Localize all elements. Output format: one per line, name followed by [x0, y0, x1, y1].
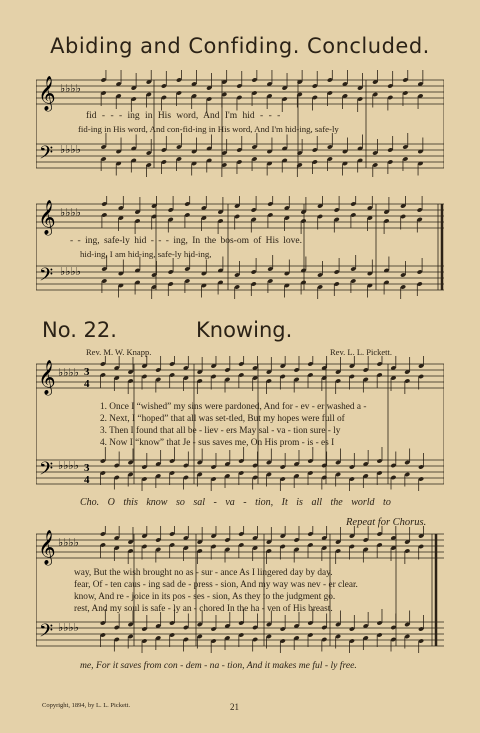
- svg-text:♭♭♭♭: ♭♭♭♭: [60, 207, 81, 219]
- verse-line: 2. Next, I “hoped” that all was set-tled, But my hopes were full of: [100, 414, 345, 424]
- svg-text:4: 4: [84, 378, 90, 390]
- svg-text:♭♭♭♭: ♭♭♭♭: [60, 266, 81, 278]
- svg-text:♭♭♭♭: ♭♭♭♭: [58, 367, 79, 379]
- lyric-line: fid-ing in His word, And con-fid-ing in His word, And I'm hid-ing, safe-ly: [78, 124, 339, 134]
- section-title: Abiding and Confiding. Concluded.: [50, 34, 430, 58]
- author-right: Rev. L. L. Pickett.: [330, 347, 393, 357]
- treble-clef-icon: 𝄞: [38, 77, 56, 110]
- lyric-line: hid-ing, I am hid-ing, safe-ly hid-ing,: [80, 249, 212, 259]
- verse-line: rest, And my soul is safe - ly an - chored In the ha - ven of His breast.: [74, 604, 333, 614]
- bass-clef-icon: 𝄢: [39, 264, 54, 289]
- author-left: Rev. M. W. Knapp.: [86, 347, 152, 357]
- treble-clef-icon: 𝄞: [38, 361, 56, 394]
- svg-text:♭♭♭♭: ♭♭♭♭: [58, 460, 79, 472]
- verse-line: 1. Once I “wished” my sins were pardoned, And for - ev - er washed a -: [100, 402, 367, 412]
- treble-clef-icon: 𝄞: [38, 531, 56, 564]
- treble-clef-icon: 𝄞: [38, 201, 56, 234]
- svg-text:4: 4: [84, 474, 90, 486]
- key-signature-flats: ♭♭♭♭: [60, 83, 81, 95]
- svg-text:♭♭♭♭: ♭♭♭♭: [58, 622, 79, 634]
- bass-clef-icon: 𝄢: [39, 620, 54, 645]
- svg-text:♭♭♭♭: ♭♭♭♭: [60, 144, 81, 156]
- staff-bass: [36, 144, 444, 168]
- hymn-number: No. 22.: [42, 318, 117, 342]
- chorus-line: me, For it saves from con - dem - na - tion, And it makes me ful - ly free.: [80, 660, 357, 671]
- verse-line: way, But the wish brought no as - sur - ance As I lingered day by day.: [74, 568, 333, 578]
- chorus-line: Cho. O this know so sal - va - tion, It is all the world to: [80, 497, 391, 508]
- time-signature: 3: [84, 366, 90, 378]
- lyric-line: fid - - - ing in His word, And I'm hid - - -: [86, 111, 281, 121]
- svg-text:♭♭♭♭: ♭♭♭♭: [58, 537, 79, 549]
- lyric-line: - - ing, safe-ly hid - - - ing, In the bos-om of His love.: [70, 236, 302, 246]
- copyright: Copyright, 1894, by L. L. Pickett.: [42, 702, 131, 709]
- verse-line: know, And re - joice in its pos - ses - sion, As they to the judgment go.: [74, 592, 336, 602]
- repeat-label: Repeat for Chorus.: [346, 517, 427, 528]
- bass-clef-icon: 𝄢: [39, 142, 54, 167]
- page-number: 21: [230, 702, 239, 712]
- verse-line: 3. Then I found that all be - liev - ers May sal - va - tion sure - ly: [100, 426, 341, 436]
- staff-treble: [36, 80, 444, 104]
- verse-line: 4. Now I “know” that Je - sus saves me, On His prom - is - es I: [100, 438, 335, 448]
- music-system-1: [36, 70, 444, 200]
- svg-text:3: 3: [84, 462, 90, 474]
- hymn-title: Knowing.: [196, 318, 293, 342]
- bass-clef-icon: 𝄢: [39, 458, 54, 483]
- music-system-3: [36, 356, 444, 516]
- verse-line: fear, Of - ten caus - ing sad de - press - sion, And my way was nev - er clear.: [74, 580, 358, 590]
